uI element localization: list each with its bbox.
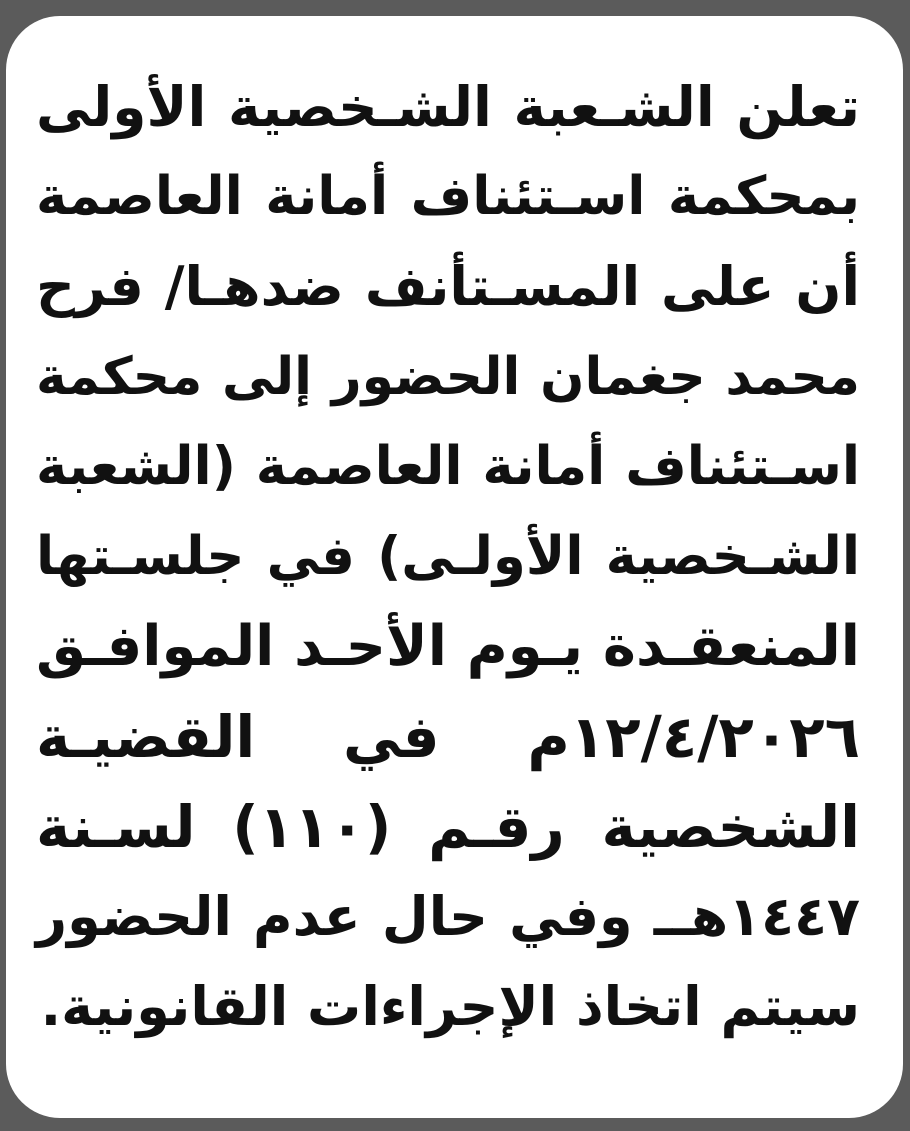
notice-line-5: اسـتئناف أمانة العاصمة (الشعبة — [36, 436, 860, 497]
notice-line-4: محمد جغمان الحضور إلى محكمة — [36, 347, 860, 407]
notice-line-7: المنعقـدة يـوم الأحـد الموافـق — [36, 614, 860, 679]
notice-line-3: أن على المسـتأنف ضدهـا/ فرح — [36, 255, 860, 318]
notice-line-8: ١٢/٤/٢٠٢٦م في القضيـة — [36, 703, 860, 771]
notice-line-10: ١٤٤٧هــ وفي حال عدم الحضور — [36, 885, 860, 948]
notice-line-11: سيتم اتخاذ الإجراءات القانونية. — [40, 975, 860, 1038]
notice-line-6: الشـخصية الأولـى) في جلسـتها — [36, 526, 860, 587]
notice-line-2: بمحكمة اسـتئناف أمانة العاصمة — [36, 166, 860, 227]
notice-line-1: تعلن الشـعبة الشـخصية الأولى — [36, 75, 860, 139]
court-notice-text — [36, 62, 860, 1052]
notice-line-9: الشخصية رقـم (١١٠) لسـنة — [36, 793, 861, 861]
